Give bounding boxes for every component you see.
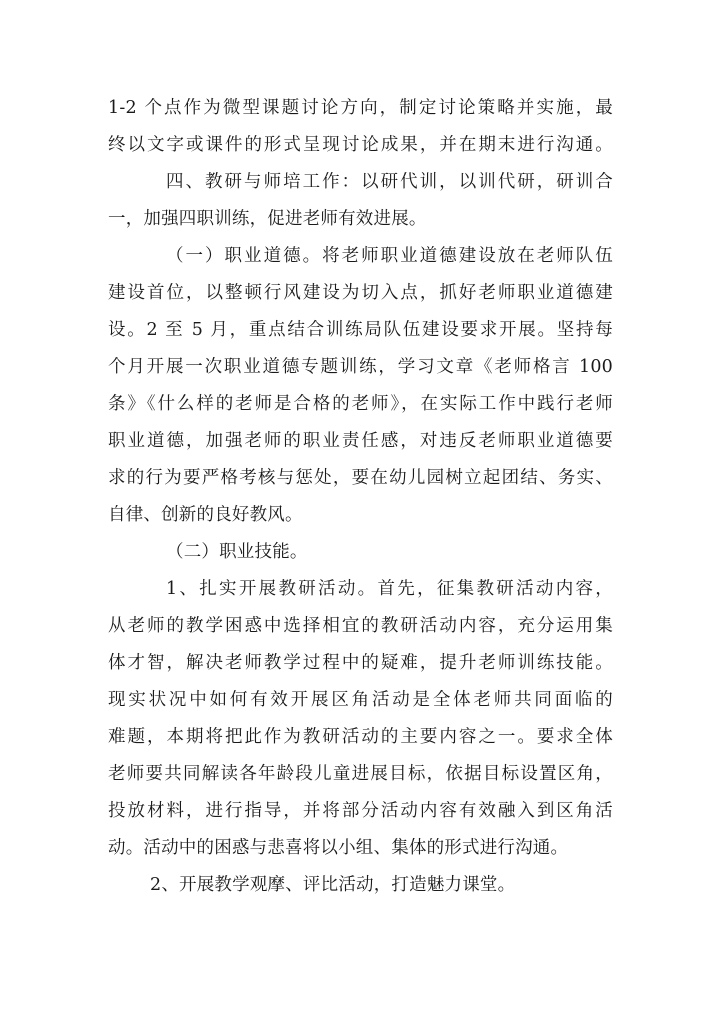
- subsection-professional-skills: （二）职业技能。: [166, 542, 308, 562]
- text-line: 老师要共同解读各年龄段儿童进展目标，依据目标设置区角，: [108, 764, 613, 784]
- text-line: 体才智，解决老师教学过程中的疑难，提升老师训练技能。: [108, 653, 613, 673]
- item-two-heading: 2、开展教学观摩、评比活动，打造魅力课堂。: [150, 875, 516, 895]
- text-line: 现实状况中如何有效开展区角活动是全体老师共同面临的: [108, 690, 613, 710]
- text-line: 求的行为要严格考核与惩处，要在幼儿园树立起团结、务实、: [108, 468, 613, 488]
- text-line: 动。活动中的困惑与悲喜将以小组、集体的形式进行沟通。: [108, 838, 569, 858]
- text-line: 个月开展一次职业道德专题训练，学习文章《老师格言 100: [108, 357, 613, 377]
- document-body: [108, 90, 613, 904]
- text-line: 投放材料，进行指导，并将部分活动内容有效融入到区角活: [108, 801, 613, 821]
- text-line: 职业道德，加强老师的职业责任感，对违反老师职业道德要: [108, 431, 613, 451]
- text-line: 自律、创新的良好教风。: [108, 505, 303, 525]
- item-one-heading: 1、扎实开展教研活动。首先，征集教研活动内容，: [166, 579, 613, 599]
- text-line: 从老师的教学困惑中选择相宜的教研活动内容，充分运用集: [108, 616, 613, 636]
- text-line: 终以文字或课件的形式呈现讨论成果，并在期末进行沟通。: [108, 135, 613, 155]
- subsection-professional-ethics: （一）职业道德。将老师职业道德建设放在老师队伍: [166, 246, 613, 266]
- text-line: 1-2 个点作为微型课题讨论方向，制定讨论策略并实施，最: [108, 98, 613, 118]
- text-line: 难题，本期将把此作为教研活动的主要内容之一。要求全体: [108, 727, 613, 747]
- text-line: 建设首位，以整顿行风建设为切入点，抓好老师职业道德建: [108, 283, 613, 303]
- text-line: 一，加强四职训练，促进老师有效进展。: [108, 209, 427, 229]
- section-heading-four: 四、教研与师培工作：以研代训，以训代研，研训合: [166, 172, 613, 192]
- text-line: 条》《什么样的老师是合格的老师》，在实际工作中践行老师: [108, 394, 613, 414]
- text-line: 设。2 至 5 月，重点结合训练局队伍建设要求开展。坚持每: [108, 320, 613, 340]
